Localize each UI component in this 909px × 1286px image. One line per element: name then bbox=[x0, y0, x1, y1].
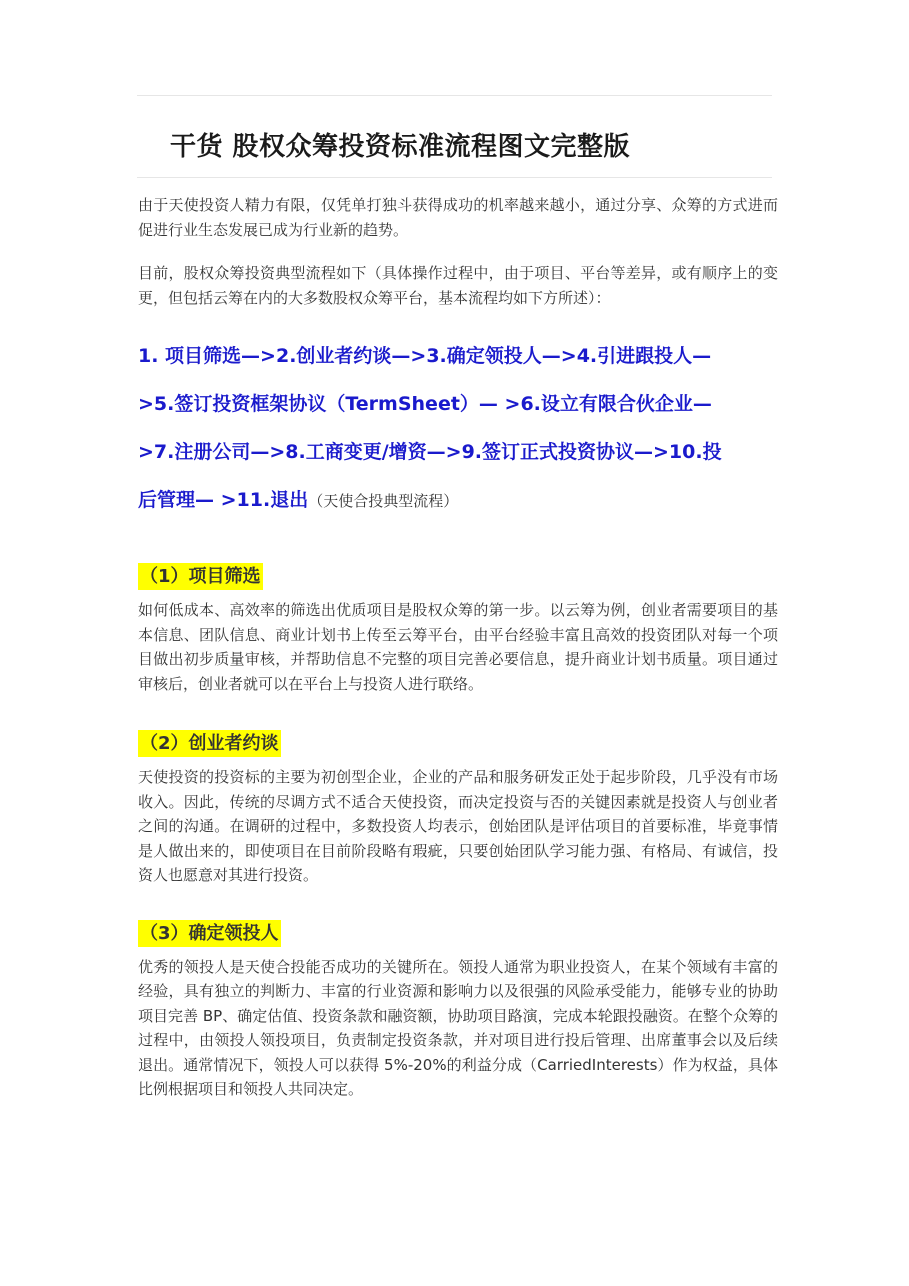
section-body: 天使投资的投资标的主要为初创型企业，企业的产品和服务研发正处于起步阶段，几乎没有市场收入。因此，传统的尽调方式不适合天使投资，而决定投资与否的关键因素就是投资人与创业者之间的沟通。在调研的过程中，多数投资人均表示，创始团队是评估项目的首要标准，毕竟事情是人做出来的，即使项目在目前阶段略有瑕疵，只要创始团队学习能力强、有格局、有诚信，投资人也愿意对其进行投资。 bbox=[138, 768, 778, 884]
flow-note: （天使合投典型流程） bbox=[308, 492, 459, 510]
section-body: 如何低成本、高效率的筛选出优质项目是股权众筹的第一步。以云筹为例，创业者需要项目的基本信息、团队信息、商业计划书上传至云筹平台，由平台经验丰富且高效的投资团队对每一个项目做出初步质量审核，并帮助信息不完整的项目完善必要信息，提升商业计划书质量。项目通过审核后，创业者就可以在平台上与投资人进行联络。 bbox=[138, 601, 778, 693]
flow-line-4: 后管理— >11.退出 bbox=[138, 489, 309, 511]
flow-line-1: 1. 项目筛选—>2.创业者约谈—>3.确定领投人—>4.引进跟投人— bbox=[138, 345, 712, 367]
intro-paragraph-1: 由于天使投资人精力有限，仅凭单打独斗获得成功的机率越来越小，通过分享、众筹的方式进而促进行业生态发展已成为行业新的趋势。 bbox=[138, 196, 778, 239]
section-lead-investor bbox=[138, 920, 778, 1102]
page-title: 干货 股权众筹投资标准流程图文完整版 bbox=[170, 132, 631, 162]
section-heading: （2）创业者约谈 bbox=[138, 730, 281, 757]
title-divider bbox=[137, 177, 772, 178]
flow-line-4-wrap bbox=[138, 476, 778, 525]
section-heading: （1）项目筛选 bbox=[138, 563, 263, 590]
top-divider bbox=[137, 95, 772, 96]
flow-line-3: >7.注册公司—>8.工商变更/增资—>9.签订正式投资协议—>10.投 bbox=[138, 441, 722, 463]
process-flow bbox=[138, 332, 778, 525]
article-body bbox=[138, 193, 778, 1102]
section-heading: （3）确定领投人 bbox=[138, 920, 281, 947]
section-founder-interview bbox=[138, 730, 778, 888]
section-body: 优秀的领投人是天使合投能否成功的关键所在。领投人通常为职业投资人，在某个领域有丰富的经验，具有独立的判断力、丰富的行业资源和影响力以及很强的风险承受能力，能够专业的协助项目完善 BP、确定估值、投资条款和融资额，协助项目路演，完成本轮跟投融资。在整个众筹的过程中，由领投人领投项目，负责制定投资条款，并对项目进行投后管理、出席董事会以及后续退出。通常情况下，领投人可以获得 5%-20%的利益分成（CarriedInterests）作为权益，具体比例根据项目和领投人共同决定。 bbox=[138, 957, 778, 1098]
flow-line-2: >5.签订投资框架协议（TermSheet）— >6.设立有限合伙企业— bbox=[138, 393, 712, 415]
intro-paragraph-2: 目前，股权众筹投资典型流程如下（具体操作过程中，由于项目、平台等差异，或有顺序上的变更，但包括云筹在内的大多数股权众筹平台，基本流程均如下方所述）： bbox=[138, 264, 778, 307]
section-project-screening bbox=[138, 563, 778, 696]
